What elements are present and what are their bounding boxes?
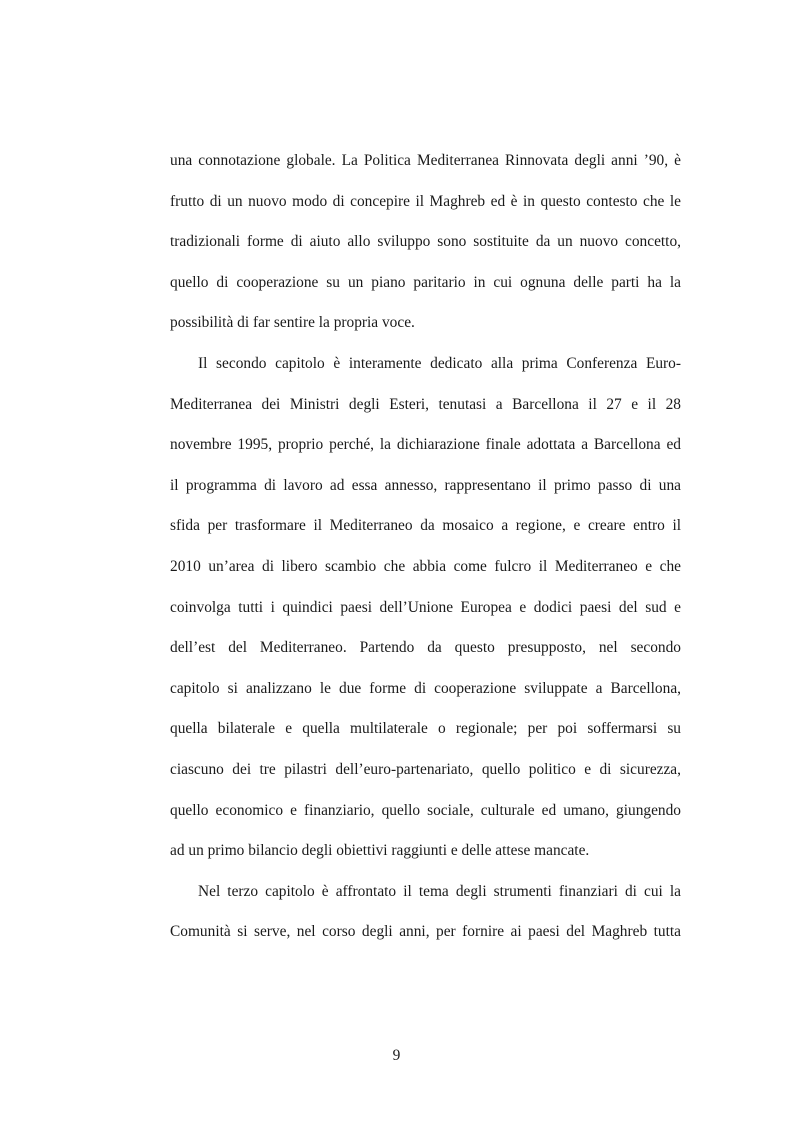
text-line: Mediterranea dei Ministri degli Esteri, tenutasi a Barcellona il 27 e il 28 bbox=[170, 395, 681, 413]
text-line: coinvolga tutti i quindici paesi dell’Unione Europea e dodici paesi del sud e bbox=[170, 598, 681, 616]
text-line: Il secondo capitolo è interamente dedicato alla prima Conferenza Euro- bbox=[198, 354, 681, 372]
paragraph bbox=[170, 141, 681, 344]
paragraph bbox=[170, 344, 681, 872]
text-line: frutto di un nuovo modo di concepire il Maghreb ed è in questo contesto che le bbox=[170, 192, 681, 210]
text-line: Nel terzo capitolo è affrontato il tema degli strumenti finanziari di cui la bbox=[198, 882, 681, 900]
text-line: quello economico e finanziario, quello sociale, culturale ed umano, giungendo bbox=[170, 801, 681, 819]
text-line: Comunità si serve, nel corso degli anni, per fornire ai paesi del Maghreb tutta bbox=[170, 923, 681, 941]
text-line: ciascuno dei tre pilastri dell’euro-partenariato, quello politico e di sicurezza, bbox=[170, 760, 681, 778]
text-line: dell’est del Mediterraneo. Partendo da questo presupposto, nel secondo bbox=[170, 639, 681, 657]
body-text bbox=[170, 141, 681, 953]
text-line: tradizionali forme di aiuto allo sviluppo sono sostituite da un nuovo concetto, bbox=[170, 233, 681, 251]
text-line: una connotazione globale. La Politica Mediterranea Rinnovata degli anni ’90, è bbox=[170, 152, 681, 169]
text-line: quello di cooperazione su un piano paritario in cui ognuna delle parti ha la bbox=[170, 273, 681, 291]
text-line: sfida per trasformare il Mediterraneo da mosaico a regione, e creare entro il bbox=[170, 517, 681, 535]
text-line: quella bilaterale e quella multilaterale o regionale; per poi soffermarsi su bbox=[170, 720, 681, 738]
text-line: novembre 1995, proprio perché, la dichiarazione finale adottata a Barcellona ed bbox=[170, 436, 681, 454]
text-line: ad un primo bilancio degli obiettivi raggiunti e delle attese mancate. bbox=[170, 842, 590, 860]
text-line: capitolo si analizzano le due forme di cooperazione sviluppate a Barcellona, bbox=[170, 679, 681, 697]
page-number: 9 bbox=[392, 1047, 401, 1064]
text-line: possibilità di far sentire la propria voce. bbox=[170, 314, 415, 332]
paragraph bbox=[170, 872, 681, 953]
text-line: il programma di lavoro ad essa annesso, rappresentano il primo passo di una bbox=[170, 476, 681, 494]
text-line: 2010 un’area di libero scambio che abbia come fulcro il Mediterraneo e che bbox=[170, 557, 681, 575]
